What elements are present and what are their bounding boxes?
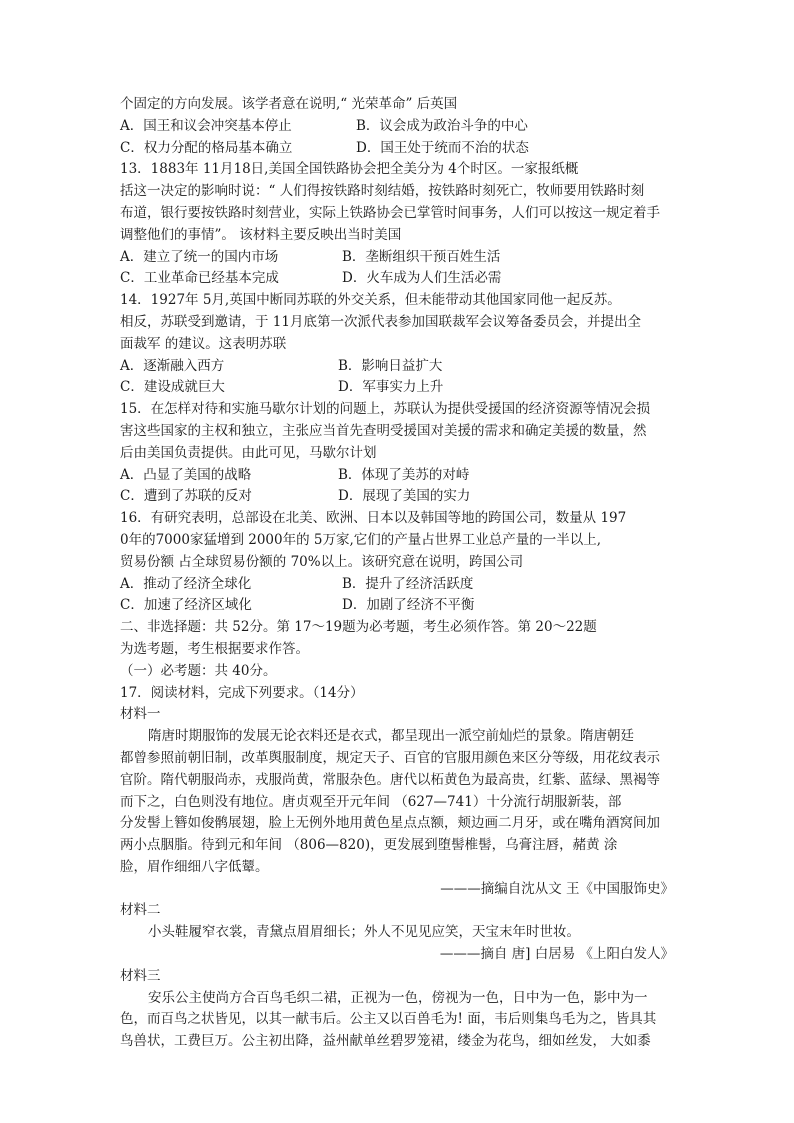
material-title: 材料二 — [120, 902, 161, 919]
material-line: 都曾参照前朝旧制，改革舆服制度，规定天子、百官的官服用颜色来区分等级，用花纹表示 — [120, 749, 660, 766]
q15-option-b[interactable]: B．体现了美苏的对峙 — [338, 466, 470, 483]
q16-options-row-2 — [120, 595, 680, 617]
q14-stem-line: 相反，苏联受到邀请，于 11月底第一次派代表参加国联裁军会议筹备委员会，并提出全 — [120, 313, 641, 330]
q14-option-a[interactable]: A．逐渐融入西方 — [120, 357, 225, 374]
q14-stem-line: 14．1927年 5月,英国中断同苏联的外交关系，但未能带动其他国家同他一起反苏。 — [120, 292, 621, 309]
q15-stem-line: 害这些国家的主权和独立，主张应当首先查明受援国对美援的需求和确定美援的数量，然 — [120, 422, 647, 439]
q13-stem-line: 13．1883年 11月18日,美国全国铁路协会把全美分为 4个时区。一家报纸概 — [120, 161, 579, 178]
q16-option-c[interactable]: C．加速了经济区域化 — [120, 597, 252, 614]
q15-option-c[interactable]: C．遭到了苏联的反对 — [120, 488, 252, 505]
q12-option-d[interactable]: D．国王处于统而不治的状态 — [356, 139, 529, 156]
q16-option-b[interactable]: B．提升了经济活跃度 — [342, 575, 474, 592]
q12-option-c[interactable]: C．权力分配的格局基本确立 — [120, 139, 293, 156]
q13-option-d[interactable]: D．火车成为人们生活必需 — [342, 270, 502, 287]
section-heading: 为选考题，考生根据要求作答。 — [120, 640, 309, 657]
q13-stem-line: 布道，银行要按铁路时刻营业，实际上铁路协会已掌管时间事务，人们可以按这一规定着手 — [120, 204, 660, 221]
material-line: 而下之，白色则没有地位。唐贞观至开元年间 （627—741）十分流行胡服新装，部 — [120, 793, 622, 810]
q15-option-d[interactable]: D．展现了美国的实力 — [338, 488, 471, 505]
q12-options-row-2 — [120, 138, 680, 160]
material-title: 材料一 — [120, 706, 161, 723]
q14-option-c[interactable]: C．建设成就巨大 — [120, 379, 225, 396]
material-line: 脸，眉作细细八字低颦。 — [120, 858, 269, 875]
q16-option-a[interactable]: A．推动了经济全球化 — [120, 575, 252, 592]
q14-stem-line: 面裁军 的建议。这表明苏联 — [120, 335, 287, 352]
material-line: 隋唐时期服饰的发展无论衣料还是衣式，都呈现出一派空前灿烂的景象。隋唐朝廷 — [148, 728, 634, 745]
q15-stem-line: 后由美国负责提供。由此可见，马歇尔计划 — [120, 444, 377, 461]
material-line: 小头鞋履窄衣裳，青黛点眉眉细长；外人不见见应笑，天宝末年时世妆。 — [148, 924, 580, 941]
q13-option-b[interactable]: B．垄断组织干预百姓生活 — [342, 248, 501, 265]
q13-options-row-1 — [120, 247, 680, 269]
q12-option-b[interactable]: B．议会成为政治斗争的中心 — [356, 117, 528, 134]
material-line: 安乐公主使尚方合百鸟毛织二裙，正视为一色，傍视为一色，日中为一色，影中为一 — [148, 989, 648, 1006]
q16-stem-line: 0年的7000家猛增到 2000年的 5万家,它们的产量占世界工业总产量的一半以上, — [120, 531, 602, 548]
q12-option-a[interactable]: A．国王和议会冲突基本停止 — [120, 117, 292, 134]
material-line: 分发髻上簪如俊鹘展翅，脸上无例外地用黄色星点点额，颊边画二月牙，或在嘴角酒窝间加 — [120, 815, 660, 832]
q15-option-a[interactable]: A．凸显了美国的战略 — [120, 466, 252, 483]
section-subheading: （一）必考题：共 40分。 — [120, 662, 277, 679]
q13-option-a[interactable]: A．建立了统一的国内市场 — [120, 248, 279, 265]
q15-stem-line: 15．在怎样对待和实施马歇尔计划的问题上，苏联认为提供受援国的经济资源等情况会损 — [120, 401, 651, 418]
q12-stem-tail: 个固定的方向发展。该学者意在说明,“ 光荣革命” 后英国 — [120, 96, 458, 112]
q13-stem-line: 括这一决定的影响时说：“ 人们得按铁路时刻结婚，按铁路时刻死亡，牧师要用铁路时刻 — [120, 183, 645, 200]
material-source: ———摘自 唐] 白居易 《上阳白发人》 — [439, 946, 674, 963]
q16-stem-line: 贸易份额 占全球贸易份额的 70%以上。该研究意在说明，跨国公司 — [120, 553, 524, 570]
material-line: 鸟兽状，工费巨万。公主初出降，益州献单丝碧罗笼裙，缕金为花鸟，细如丝发， 大如黍 — [120, 1033, 651, 1050]
q17-stem: 17．阅读材料，完成下列要求。（14分） — [120, 684, 364, 701]
q16-option-d[interactable]: D．加剧了经济不平衡 — [342, 597, 475, 614]
exam-page — [120, 94, 680, 1053]
material-line: 色，而百鸟之状皆见，以其一献韦后。公主又以百兽毛为! 面，韦后则集鸟毛为之，皆具其 — [120, 1011, 657, 1028]
q14-option-d[interactable]: D．军事实力上升 — [338, 379, 444, 396]
q15-options-row-1 — [120, 465, 680, 487]
material-source: ———摘编自沈从文 王《中国服饰史》 — [440, 880, 674, 897]
q16-options-row-1 — [120, 574, 680, 596]
material-title: 材料三 — [120, 967, 161, 984]
q14-options-row-2 — [120, 377, 680, 399]
q15-options-row-2 — [120, 486, 680, 508]
material-line: 官阶。隋代朝服尚赤，戎服尚黄，常服杂色。唐代以柘黄色为最高贵，红紫、蓝绿、黑褐等 — [120, 771, 660, 788]
material-line: 两小点胭脂。待到元和年间 （806—820)，更发展到堕髻椎髻，乌膏注唇，赭黄 涂 — [120, 837, 618, 854]
q13-stem-line: 调整他们的事情”。 该材料主要反映出当时美国 — [120, 226, 402, 243]
q13-option-c[interactable]: C．工业革命已经基本完成 — [120, 270, 279, 287]
q14-option-b[interactable]: B．影响日益扩大 — [338, 357, 443, 374]
q16-stem-line: 16．有研究表明，总部设在北美、欧洲、日本以及韩国等地的跨国公司，数量从 197 — [120, 510, 627, 527]
q12-options-row-1 — [120, 116, 680, 138]
section-heading: 二、非选择题：共 52分。第 17～19题为必考题，考生必须作答。第 20～22题 — [120, 619, 597, 636]
q14-options-row-1 — [120, 356, 680, 378]
q13-options-row-2 — [120, 268, 680, 290]
